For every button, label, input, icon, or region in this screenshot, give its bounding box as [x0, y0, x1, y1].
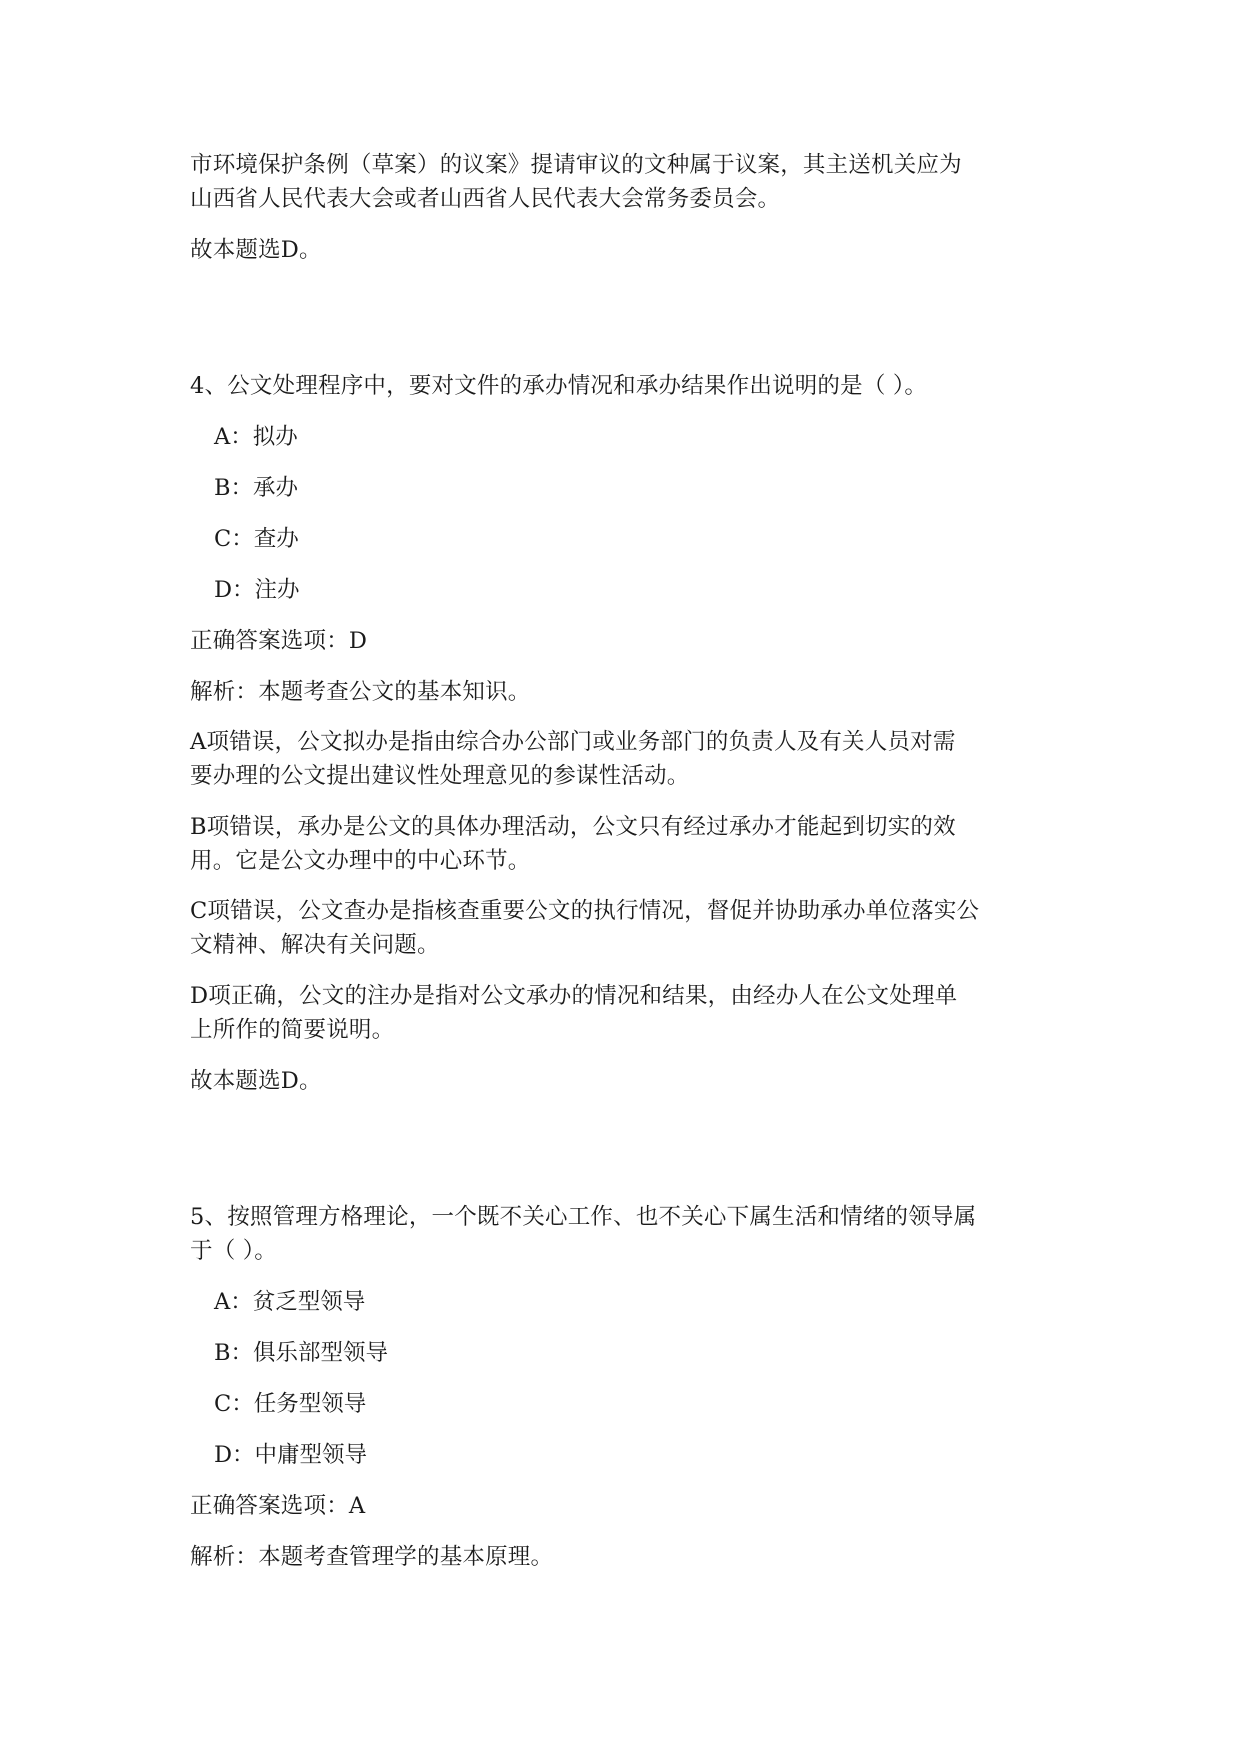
- q4-analysis-intro: 解析：本题考查公文的基本知识。: [190, 679, 531, 705]
- q4-analysis-c: C项错误，公文查办是指核查重要公文的执行情况，督促并协助承办单位落实公 文精神、解决有关问题。: [190, 898, 980, 958]
- q5-analysis-intro: 解析：本题考查管理学的基本原理。: [190, 1544, 554, 1570]
- q4-stem: 4、公文处理程序中，要对文件的承办情况和承办结果作出说明的是（ ）。: [190, 373, 928, 399]
- prev-conclusion: 故本题选D。: [190, 237, 322, 263]
- q5-option-d: D：中庸型领导: [214, 1442, 368, 1468]
- q4-option-c: C：查办: [214, 526, 299, 552]
- q4-analysis-a: A项错误，公文拟办是指由综合办公部门或业务部门的负责人及有关人员对需 要办理的公文提出建议性处理意见的参谋性活动。: [190, 729, 956, 789]
- q5-stem: 5、按照管理方格理论，一个既不关心工作、也不关心下属生活和情绪的领导属 于（ ）。: [190, 1204, 977, 1264]
- q4-answer: 正确答案选项：D: [190, 628, 368, 654]
- prev-explanation-tail: 市环境保护条例（草案）的议案》提请审议的文种属于议案，其主送机关应为 山西省人民代表大会或者山西省人民代表大会常务委员会。: [190, 152, 962, 212]
- q4-conclusion: 故本题选D。: [190, 1068, 322, 1094]
- q5-option-b: B：俱乐部型领导: [214, 1340, 389, 1366]
- q4-analysis-b: B项错误，承办是公文的具体办理活动，公文只有经过承办才能起到切实的效 用。它是公文办理中的中心环节。: [190, 814, 956, 874]
- q4-analysis-d: D项正确，公文的注办是指对公文承办的情况和结果，由经办人在公文处理单 上所作的简要说明。: [190, 983, 958, 1043]
- q4-option-a: A：拟办: [214, 424, 298, 450]
- q5-option-c: C：任务型领导: [214, 1391, 367, 1417]
- q4-option-d: D：注办: [214, 577, 300, 603]
- q4-option-b: B：承办: [214, 475, 299, 501]
- q5-option-a: A：贫乏型领导: [214, 1289, 366, 1315]
- q5-answer: 正确答案选项：A: [190, 1493, 366, 1519]
